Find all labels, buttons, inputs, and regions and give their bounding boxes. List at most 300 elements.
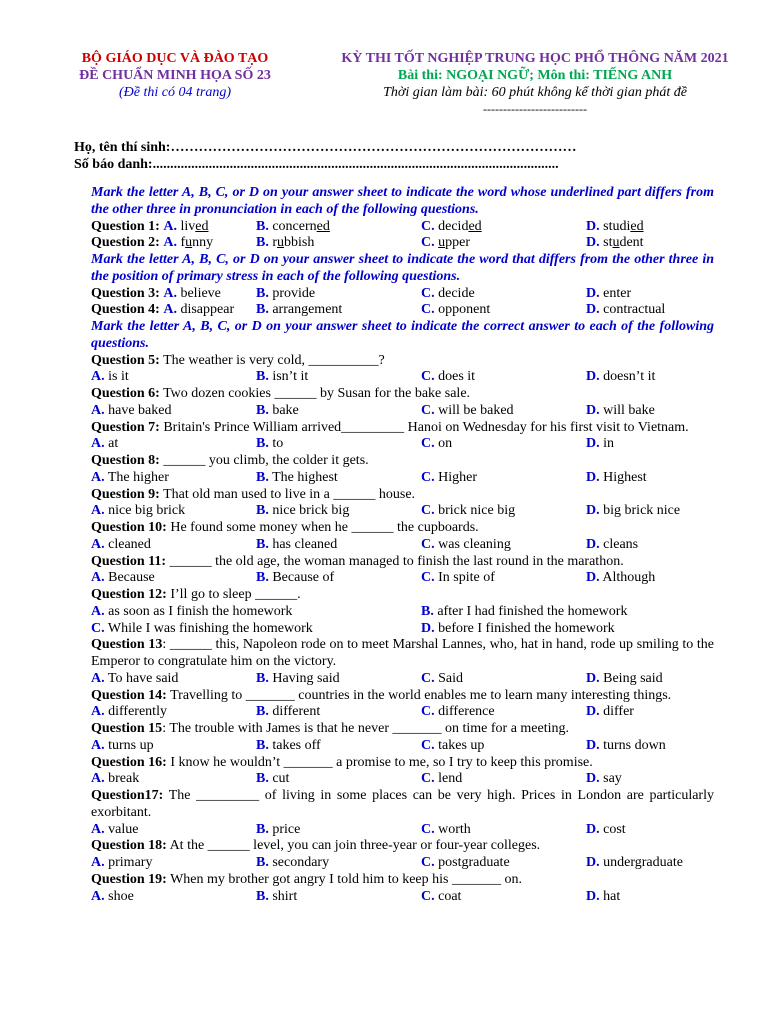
option-text: opponent xyxy=(438,302,491,318)
option-text: Because xyxy=(108,570,155,586)
option-letter: C. xyxy=(421,503,435,519)
option-text: takes off xyxy=(272,737,321,753)
option-text: Although xyxy=(602,570,656,586)
options-row xyxy=(91,855,714,872)
option-text: price xyxy=(272,821,301,837)
option-letter: D. xyxy=(586,670,600,686)
exam-title: KỲ THI TỐT NGHIỆP TRUNG HỌC PHỔ THÔNG NĂM 2021 xyxy=(341,51,729,66)
option-c[interactable] xyxy=(421,403,586,420)
option-letter: B. xyxy=(256,536,269,552)
question-1-option-b[interactable] xyxy=(256,219,421,236)
option-letter: D. xyxy=(586,704,600,720)
stem-text: The _________ of living in some places can be very high. Prices in London are particularly exorbitant. xyxy=(91,788,714,820)
stem-text: Two dozen cookies ______ by Susan for the bake sale. xyxy=(159,386,471,401)
stem-text: Travelling to _______ countries in the world enables me to learn many interesting things. xyxy=(166,687,672,703)
option-letter: A. xyxy=(91,570,105,586)
option-letter: D. xyxy=(586,737,600,753)
question-3-option-a[interactable] xyxy=(91,286,256,303)
option-letter: D. xyxy=(586,218,600,234)
option-text: nny xyxy=(192,235,214,251)
question-label: Question 8: xyxy=(91,453,160,468)
test-name: ĐỀ CHUẨN MINH HỌA SỐ 23 xyxy=(79,68,271,83)
options-row xyxy=(91,369,714,386)
option-text: f xyxy=(180,235,186,251)
option-letter: A. xyxy=(91,771,105,787)
option-letter: C. xyxy=(421,570,435,586)
question-2-option-a[interactable] xyxy=(91,235,256,252)
option-b[interactable] xyxy=(256,671,421,688)
option-text: Said xyxy=(438,670,464,686)
question-label: Question 9: xyxy=(91,486,160,502)
stem-text: Britain's Prince William arrived_________ Hanoi on Wednesday for his first visit to Vietnam. xyxy=(159,419,689,435)
option-c[interactable] xyxy=(421,436,586,453)
option-text: cleans xyxy=(603,536,639,552)
question-stem xyxy=(91,487,714,504)
question-2-option-d[interactable] xyxy=(586,235,714,252)
question-label: Question 5: xyxy=(91,352,160,368)
option-b[interactable] xyxy=(256,436,421,453)
question-row xyxy=(91,219,714,236)
option-text: studi xyxy=(603,218,631,234)
option-text: nice brick big xyxy=(272,503,350,519)
option-text: isn’t it xyxy=(272,369,309,385)
options-row xyxy=(91,604,714,621)
option-letter: A. xyxy=(163,285,177,301)
option-letter: D. xyxy=(586,821,600,837)
option-letter: C. xyxy=(421,771,435,787)
option-letter: C. xyxy=(421,469,435,485)
options-row xyxy=(91,403,714,420)
option-underlined: u xyxy=(438,235,446,251)
option-text: value xyxy=(108,821,139,837)
option-letter: A. xyxy=(91,503,105,519)
option-b[interactable] xyxy=(256,771,421,788)
option-text: to xyxy=(272,436,284,452)
option-letter: A. xyxy=(91,888,105,904)
option-text: shirt xyxy=(272,888,298,904)
instruction-stress: Mark the letter A, B, C, or D on your answer sheet to indicate the word that differs from the other three in the position of primary stress in each of the following questions. xyxy=(91,252,714,284)
options-row xyxy=(91,470,714,487)
option-underlined: ed xyxy=(316,218,330,234)
options-row xyxy=(91,771,714,788)
option-text: nice big brick xyxy=(108,503,186,519)
options-row xyxy=(91,671,714,688)
question-4-option-d[interactable] xyxy=(586,302,714,319)
option-text: In spite of xyxy=(438,570,495,586)
option-text: turns down xyxy=(603,737,666,753)
option-text: differently xyxy=(108,704,167,720)
option-letter: C. xyxy=(421,737,435,753)
option-text: pper xyxy=(445,235,471,251)
question-stem xyxy=(91,587,714,604)
question-stem xyxy=(91,838,714,855)
question-1-option-c[interactable] xyxy=(421,219,586,236)
options-row xyxy=(91,621,714,638)
option-letter: B. xyxy=(256,436,269,452)
option-text: postgraduate xyxy=(438,855,510,870)
stem-text: ______ the old age, the woman managed to finish the last round in the marathon. xyxy=(166,553,624,569)
option-c[interactable] xyxy=(421,855,586,872)
option-b[interactable] xyxy=(256,704,421,721)
option-text: Higher xyxy=(438,469,478,485)
option-underlined: u xyxy=(185,235,193,251)
question-stem xyxy=(91,353,714,370)
option-c[interactable] xyxy=(421,537,586,554)
option-d[interactable] xyxy=(586,738,714,755)
option-text: st xyxy=(603,235,613,251)
stem-text: I’ll go to sleep ______. xyxy=(166,587,301,602)
option-text: as soon as I finish the homework xyxy=(108,603,293,619)
option-letter: B. xyxy=(256,302,269,318)
option-d[interactable] xyxy=(586,671,714,688)
option-text: shoe xyxy=(108,888,134,904)
pages-note: (Đề thi có 04 trang) xyxy=(119,85,231,100)
option-d[interactable] xyxy=(586,822,714,839)
option-letter: B. xyxy=(256,285,269,301)
instruction-correct: Mark the letter A, B, C, or D on your answer sheet to indicate the correct answer to each of the following questions. xyxy=(91,319,714,351)
question-label: Question 10: xyxy=(91,520,167,535)
option-letter: C. xyxy=(421,302,435,318)
option-a[interactable] xyxy=(91,855,256,872)
option-letter: A. xyxy=(91,436,105,452)
option-letter: C. xyxy=(421,536,435,552)
option-letter: A. xyxy=(91,469,105,485)
option-text: hat xyxy=(603,888,621,904)
option-text: r xyxy=(272,235,278,251)
question-label: Question17: xyxy=(91,788,164,803)
question-stem xyxy=(91,453,714,470)
option-letter: B. xyxy=(256,737,269,753)
option-underlined: ed xyxy=(630,218,644,234)
student-name-line: Họ, tên thí sinh:…………………………………………………………………………… xyxy=(74,140,577,155)
option-d[interactable] xyxy=(586,470,714,487)
question-3-option-d[interactable] xyxy=(586,286,714,303)
option-a[interactable] xyxy=(91,738,256,755)
option-letter: C. xyxy=(421,402,435,418)
options-row xyxy=(91,822,714,839)
option-text: primary xyxy=(108,855,153,870)
option-text: cut xyxy=(272,771,290,787)
option-text: was cleaning xyxy=(438,536,511,552)
header-right xyxy=(312,50,758,118)
options-row xyxy=(91,537,714,554)
option-text: cleaned xyxy=(108,536,151,552)
student-id-line: Số báo danh:.................................................................................................................... xyxy=(74,157,559,172)
option-letter: D. xyxy=(586,888,600,904)
question-label: Question 2: xyxy=(91,235,160,251)
question-stem xyxy=(91,872,714,889)
option-text: concern xyxy=(272,218,317,234)
option-text: enter xyxy=(603,285,632,301)
option-letter: A. xyxy=(91,670,105,686)
option-letter: D. xyxy=(586,302,600,318)
option-a[interactable] xyxy=(91,889,256,906)
option-text: before I finished the homework xyxy=(438,620,615,636)
question-stem xyxy=(91,788,714,822)
option-c[interactable] xyxy=(421,738,586,755)
option-letter: A. xyxy=(163,218,177,234)
header-left xyxy=(40,50,310,101)
option-text: different xyxy=(272,704,321,720)
question-label: Question 7: xyxy=(91,419,160,435)
option-letter: C. xyxy=(421,369,435,385)
option-text: big brick nice xyxy=(603,503,681,519)
question-label: Question 4: xyxy=(91,302,160,318)
option-letter: D. xyxy=(421,620,435,636)
question-2-option-c[interactable] xyxy=(421,235,586,252)
option-letter: D. xyxy=(586,771,600,787)
option-text: Because of xyxy=(272,570,335,586)
option-a[interactable] xyxy=(91,704,256,721)
option-d[interactable] xyxy=(586,771,714,788)
option-letter: D. xyxy=(586,570,600,586)
option-d[interactable] xyxy=(421,621,751,638)
option-letter: A. xyxy=(91,821,105,837)
option-letter: B. xyxy=(256,218,269,234)
option-text: decid xyxy=(438,218,469,234)
option-text: doesn’t it xyxy=(603,369,656,385)
stem-text: : The trouble with James is that he never _______ on time for a meeting. xyxy=(162,721,570,736)
option-a[interactable] xyxy=(91,470,256,487)
option-letter: B. xyxy=(421,603,434,619)
stem-text: The weather is very cold, __________? xyxy=(159,352,385,368)
option-letter: D. xyxy=(586,235,600,251)
option-c[interactable] xyxy=(421,503,586,520)
option-letter: A. xyxy=(91,603,105,619)
question-label: Question 18: xyxy=(91,838,167,854)
option-text: bbish xyxy=(284,235,315,251)
option-text: bake xyxy=(272,402,299,418)
option-text: after I had finished the homework xyxy=(437,603,628,619)
option-letter: C. xyxy=(421,285,435,301)
question-stem xyxy=(91,755,714,772)
option-letter: D. xyxy=(586,503,600,519)
option-d[interactable] xyxy=(586,403,714,420)
option-b[interactable] xyxy=(256,822,421,839)
option-letter: A. xyxy=(91,704,105,720)
option-a[interactable] xyxy=(91,771,256,788)
option-letter: C. xyxy=(421,888,435,904)
question-stem xyxy=(91,386,714,403)
option-letter: D. xyxy=(586,855,600,870)
instruction-pronunciation: Mark the letter A, B, C, or D on your answer sheet to indicate the word whose underlined part differs from the other three in pronunciation in each of the following questions. xyxy=(91,185,714,217)
question-4-option-c[interactable] xyxy=(421,302,586,319)
option-letter: A. xyxy=(91,402,105,418)
question-label: Question 14: xyxy=(91,687,167,703)
option-letter: C. xyxy=(421,670,435,686)
question-1-option-a[interactable] xyxy=(91,219,256,236)
option-letter: C. xyxy=(421,704,435,720)
option-text: differ xyxy=(603,704,634,720)
option-d[interactable] xyxy=(586,704,714,721)
option-underlined: u xyxy=(277,235,285,251)
question-3-option-b[interactable] xyxy=(256,286,421,303)
option-text: undergraduate xyxy=(603,855,683,870)
option-letter: B. xyxy=(256,570,269,586)
option-a[interactable] xyxy=(91,503,256,520)
option-d[interactable] xyxy=(586,369,714,386)
option-a[interactable] xyxy=(91,822,256,839)
option-a[interactable] xyxy=(91,403,256,420)
option-d[interactable] xyxy=(586,537,714,554)
question-label: Question 6: xyxy=(91,386,160,401)
option-a[interactable] xyxy=(91,436,256,453)
question-2-option-b[interactable] xyxy=(256,235,421,252)
option-letter: C. xyxy=(421,821,435,837)
option-a[interactable] xyxy=(91,671,256,688)
options-row xyxy=(91,570,714,587)
stem-text: At the ______ level, you can join three-year or four-year colleges. xyxy=(166,838,541,854)
option-letter: D. xyxy=(586,402,600,418)
option-text: Highest xyxy=(603,469,647,485)
option-c[interactable] xyxy=(421,470,586,487)
option-text: in xyxy=(603,436,615,452)
option-letter: A. xyxy=(163,235,177,251)
option-a[interactable] xyxy=(91,570,256,587)
question-label: Question 15 xyxy=(91,721,163,736)
option-c[interactable] xyxy=(421,771,586,788)
option-b[interactable] xyxy=(256,889,421,906)
option-c[interactable] xyxy=(421,889,586,906)
option-b[interactable] xyxy=(256,470,421,487)
option-a[interactable] xyxy=(91,537,256,554)
option-letter: B. xyxy=(256,503,269,519)
option-c[interactable] xyxy=(91,621,421,638)
stem-text: ______ you climb, the colder it gets. xyxy=(159,453,369,468)
option-b[interactable] xyxy=(256,403,421,420)
question-label: Question 19: xyxy=(91,871,167,887)
option-c[interactable] xyxy=(421,570,586,587)
option-underlined: ed xyxy=(195,218,209,234)
question-label: Question 3: xyxy=(91,285,160,301)
option-text: lend xyxy=(438,771,463,787)
question-row xyxy=(91,286,714,303)
question-stem xyxy=(91,420,714,437)
stem-text: That old man used to live in a ______ house. xyxy=(159,486,416,502)
option-letter: A. xyxy=(91,536,105,552)
option-text: arrangement xyxy=(272,302,343,318)
option-letter: B. xyxy=(256,771,269,787)
options-row xyxy=(91,889,714,906)
option-text: on xyxy=(438,436,453,452)
question-label: Question 12: xyxy=(91,587,167,602)
stem-text: I know he wouldn’t _______ a promise to me, so I try to keep this promise. xyxy=(166,754,593,770)
option-text: The highest xyxy=(272,469,338,485)
question-stem xyxy=(91,721,714,738)
question-3-option-c[interactable] xyxy=(421,286,586,303)
option-c[interactable] xyxy=(421,671,586,688)
question-label: Question 16: xyxy=(91,754,167,770)
option-text: has cleaned xyxy=(272,536,338,552)
option-text: liv xyxy=(180,218,196,234)
questions-body xyxy=(91,185,714,905)
option-d[interactable] xyxy=(586,889,714,906)
options-row xyxy=(91,738,714,755)
option-text: worth xyxy=(438,821,471,837)
option-letter: B. xyxy=(256,855,269,870)
options-row xyxy=(91,436,714,453)
option-text: secondary xyxy=(272,855,330,870)
question-label: Question 1: xyxy=(91,218,160,234)
option-letter: C. xyxy=(421,218,435,234)
option-b[interactable] xyxy=(256,369,421,386)
option-letter: B. xyxy=(256,704,269,720)
option-underlined: u xyxy=(612,235,620,251)
option-text: Having said xyxy=(272,670,340,686)
option-text: contractual xyxy=(603,302,666,318)
option-d[interactable] xyxy=(586,855,714,872)
option-text: Being said xyxy=(603,670,663,686)
option-text: at xyxy=(108,436,119,452)
option-d[interactable] xyxy=(586,436,714,453)
options-row xyxy=(91,503,714,520)
option-b[interactable] xyxy=(256,503,421,520)
option-b[interactable] xyxy=(256,855,421,872)
ministry-name: BỘ GIÁO DỤC VÀ ĐÀO TẠO xyxy=(81,51,269,66)
option-letter: B. xyxy=(256,469,269,485)
option-letter: D. xyxy=(586,285,600,301)
option-b[interactable] xyxy=(256,738,421,755)
option-c[interactable] xyxy=(421,369,586,386)
option-text: To have said xyxy=(107,670,179,686)
option-c[interactable] xyxy=(421,822,586,839)
option-letter: C. xyxy=(421,855,435,870)
option-text: coat xyxy=(438,888,462,904)
option-d[interactable] xyxy=(586,503,714,520)
question-row xyxy=(91,302,714,319)
option-b[interactable] xyxy=(256,570,421,587)
option-underlined: ed xyxy=(468,218,482,234)
question-stem xyxy=(91,554,714,571)
option-text: does it xyxy=(438,369,476,385)
option-text: have baked xyxy=(108,402,172,418)
options-row xyxy=(91,704,714,721)
option-b[interactable] xyxy=(256,537,421,554)
question-4-option-b[interactable] xyxy=(256,302,421,319)
option-letter: A. xyxy=(91,369,105,385)
option-text: takes up xyxy=(438,737,485,753)
option-text: The higher xyxy=(107,469,169,485)
stem-text: : ______ this, Napoleon rode on to meet Marshal Lannes, who, hat in hand, rode up smiling to the Emperor to congratulate him on the victory. xyxy=(91,637,714,669)
option-text: will bake xyxy=(603,402,655,418)
option-letter: A. xyxy=(163,302,177,318)
header-separator: -------------------------- xyxy=(483,102,587,116)
option-letter: B. xyxy=(256,402,269,418)
question-stem xyxy=(91,637,714,671)
stem-text: He found some money when he ______ the cupboards. xyxy=(166,520,479,535)
stem-text: When my brother got angry I told him to keep his _______ on. xyxy=(166,871,522,887)
option-letter: A. xyxy=(91,737,105,753)
option-a[interactable] xyxy=(91,604,421,621)
option-text: provide xyxy=(272,285,316,301)
option-text: difference xyxy=(438,704,495,720)
option-c[interactable] xyxy=(421,704,586,721)
option-d[interactable] xyxy=(586,570,714,587)
option-text: is it xyxy=(108,369,129,385)
option-letter: A. xyxy=(91,855,105,870)
option-b[interactable] xyxy=(421,604,751,621)
question-4-option-a[interactable] xyxy=(91,302,256,319)
option-text: will be baked xyxy=(438,402,514,418)
option-letter: C. xyxy=(421,436,435,452)
question-label: Question 13 xyxy=(91,637,163,653)
option-text: brick nice big xyxy=(438,503,516,519)
question-label: Question 11: xyxy=(91,553,167,569)
question-1-option-d[interactable] xyxy=(586,219,714,236)
option-letter: B. xyxy=(256,888,269,904)
option-a[interactable] xyxy=(91,369,256,386)
option-letter: D. xyxy=(586,469,600,485)
